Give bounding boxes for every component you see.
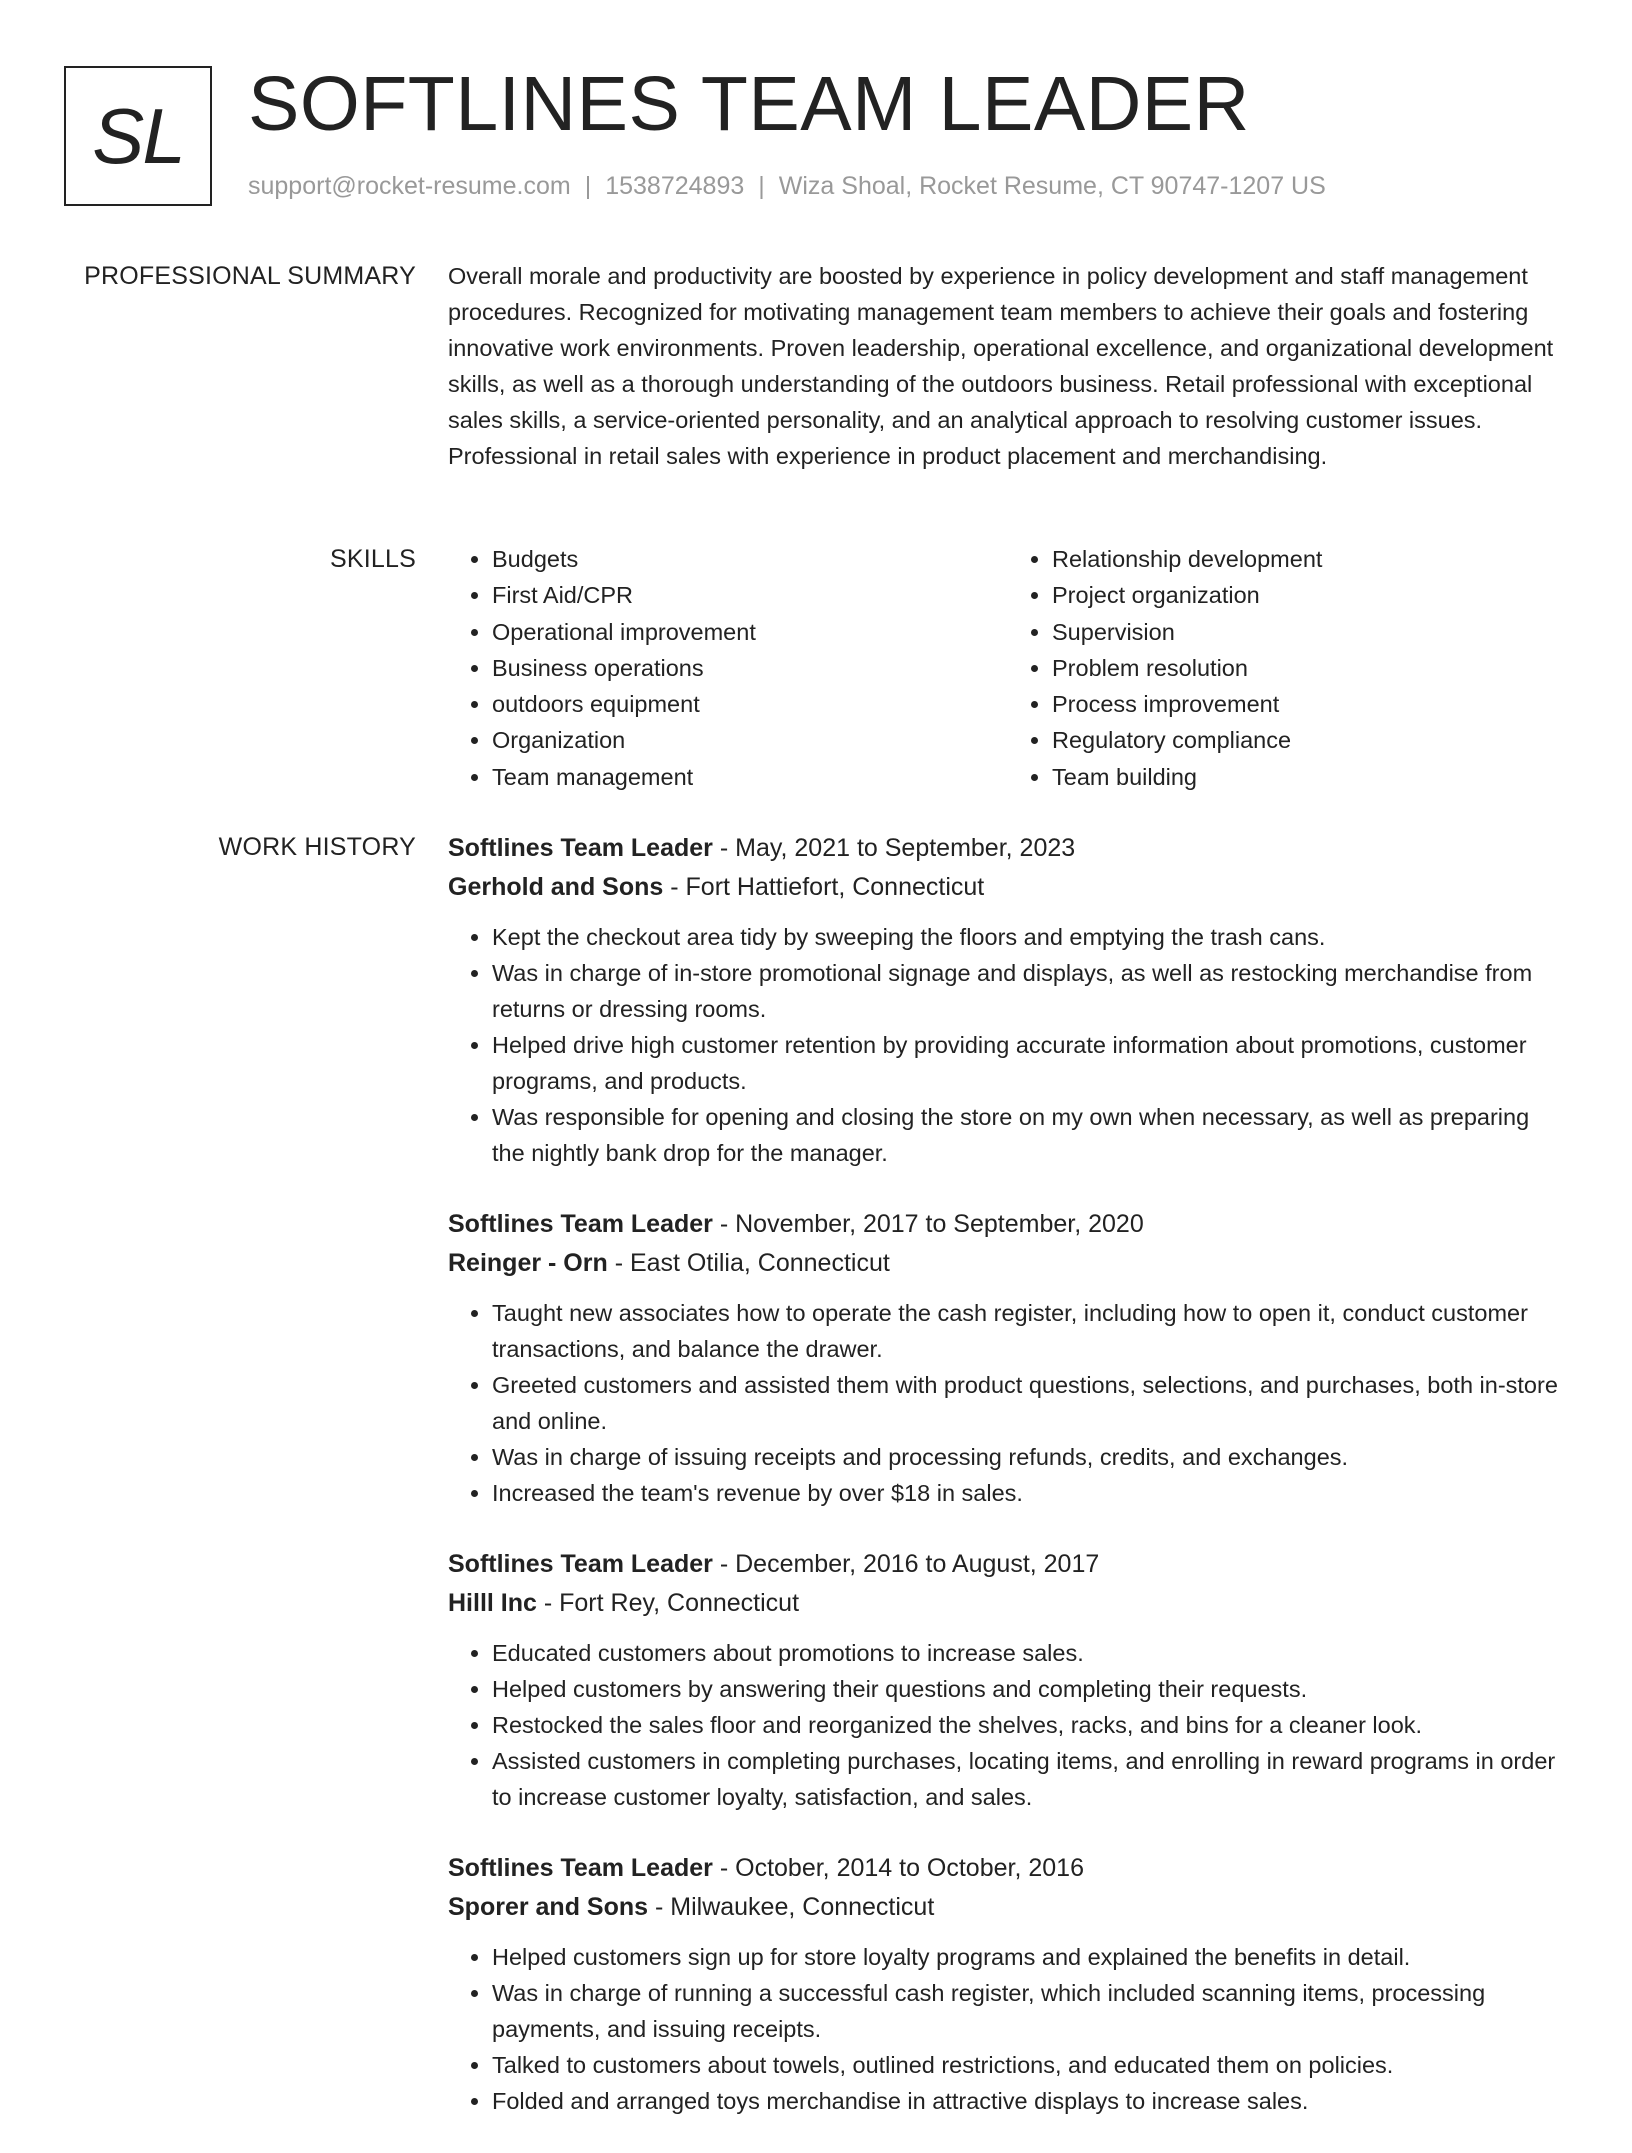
contact-address: Wiza Shoal, Rocket Resume, CT 90747-1207 US [778,172,1326,200]
monogram-logo: SL [64,66,212,206]
job-company-line [448,1584,1568,1623]
job-entry [448,829,1568,1171]
job-title-line [448,1849,1568,1888]
job-location: - Milwaukee, Connecticut [648,1893,935,1921]
job-bullets [448,919,1568,1171]
job-entry [448,1545,1568,1815]
skill-item: • Organization [492,722,1008,758]
job-bullet: • Talked to customers about towels, outlined restrictions, and educated them on policies. [492,2047,1568,2083]
job-bullet: • Helped drive high customer retention by providing accurate information about promotions, customer programs, and products. [492,1027,1568,1099]
job-company-line [448,1244,1568,1283]
job-dates: - November, 2017 to September, 2020 [712,1210,1144,1238]
job-bullets [448,1635,1568,1815]
job-title-line [448,1545,1568,1584]
job-location: - East Otilia, Connecticut [607,1249,890,1277]
job-bullet: • Helped customers by answering their questions and completing their requests. [492,1671,1568,1707]
contact-separator: | [758,172,765,200]
skill-item: • Team management [492,759,1008,795]
job-dates: - May, 2021 to September, 2023 [712,834,1076,862]
job-bullet: • Assisted customers in completing purchases, locating items, and enrolling in reward programs in order to increase customer loyalty, satisfaction, and sales. [492,1743,1568,1815]
skills-list-right [1008,541,1568,795]
job-location: - Fort Hattiefort, Connecticut [663,873,985,901]
section-label-summary: PROFESSIONAL SUMMARY [84,262,416,290]
skill-item: • Business operations [492,650,1008,686]
skills-body [448,541,1568,795]
job-company: Sporer and Sons [448,1893,649,1921]
job-bullet: • Taught new associates how to operate the cash register, including how to open it, conduct customer transactions, and balance the drawer. [492,1295,1568,1367]
job-title: Softlines Team Leader [448,834,713,862]
skill-item: • Process improvement [1052,686,1568,722]
job-company-line [448,1888,1568,1927]
skill-item: • First Aid/CPR [492,577,1008,613]
job-bullet: • Restocked the sales floor and reorganized the shelves, racks, and bins for a cleaner look. [492,1707,1568,1743]
section-label-skills: SKILLS [330,545,416,573]
job-title: Softlines Team Leader [448,1210,713,1238]
title-block [248,61,1326,201]
skill-item: • Problem resolution [1052,650,1568,686]
skill-item: • Budgets [492,541,1008,577]
skill-item: • Supervision [1052,614,1568,650]
job-bullet: • Was in charge of running a successful cash register, which included scanning items, processing payments, and issuing receipts. [492,1975,1568,2047]
skill-item: • Project organization [1052,577,1568,613]
resume-header [64,61,1568,214]
skill-item: • Regulatory compliance [1052,722,1568,758]
job-title: Softlines Team Leader [448,1854,713,1882]
work-body [448,829,1568,2153]
job-company: Gerhold and Sons [448,873,664,901]
job-dates: - October, 2014 to October, 2016 [712,1854,1084,1882]
skill-item: • Operational improvement [492,614,1008,650]
job-bullets [448,1939,1568,2119]
job-title: Softlines Team Leader [448,1550,713,1578]
job-bullet: • Folded and arranged toys merchandise in attractive displays to increase sales. [492,2083,1568,2119]
job-bullet: • Was responsible for opening and closing the store on my own when necessary, as well as preparing the nightly bank drop for the manager. [492,1099,1568,1171]
job-entry [448,1205,1568,1511]
contact-email: support@rocket-resume.com [248,172,571,200]
job-bullet: • Greeted customers and assisted them with product questions, selections, and purchases, both in-store and online. [492,1367,1568,1439]
page-title: SOFTLINES TEAM LEADER [248,61,1250,147]
job-company-line [448,868,1568,907]
summary-text: Overall morale and productivity are boosted by experience in policy development and staff management procedures. Recognized for motivating management team members to achieve their goals and fostering innovative work environments. Proven leadership, operational excellence, and organizational development skills, as well as a thorough understanding of the outdoors business. Retail professional with exceptional sales skills, a service-oriented personality, and an analytical approach to resolving customer issues. Professional in retail sales with experience in product placement and merchandising. [448,263,1554,469]
summary-body [448,258,1568,474]
contact-phone: 1538724893 [605,172,745,200]
job-bullets [448,1295,1568,1511]
job-location: - Fort Rey, Connecticut [536,1589,800,1617]
job-dates: - December, 2016 to August, 2017 [712,1550,1100,1578]
job-bullet: • Increased the team's revenue by over $18 in sales. [492,1475,1568,1511]
job-bullet: • Was in charge of in-store promotional signage and displays, as well as restocking merchandise from returns or dressing rooms. [492,955,1568,1027]
section-label-work: WORK HISTORY [218,833,416,861]
skill-item: • Relationship development [1052,541,1568,577]
job-company: Reinger - Orn [448,1249,608,1277]
contact-separator: | [584,172,592,200]
job-bullet: • Was in charge of issuing receipts and processing refunds, credits, and exchanges. [492,1439,1568,1475]
job-bullet: • Educated customers about promotions to increase sales. [492,1635,1568,1671]
job-company: Hilll Inc [448,1589,537,1617]
skill-item: • Team building [1052,759,1568,795]
skills-list-left [448,541,1008,795]
skill-item: • outdoors equipment [492,686,1008,722]
job-title-line [448,1205,1568,1244]
job-bullet: • Helped customers sign up for store loyalty programs and explained the benefits in detail. [492,1939,1568,1975]
contact-line [248,172,1326,201]
job-entry [448,1849,1568,2119]
job-bullet: • Kept the checkout area tidy by sweeping the floors and emptying the trash cans. [492,919,1568,955]
job-title-line [448,829,1568,868]
